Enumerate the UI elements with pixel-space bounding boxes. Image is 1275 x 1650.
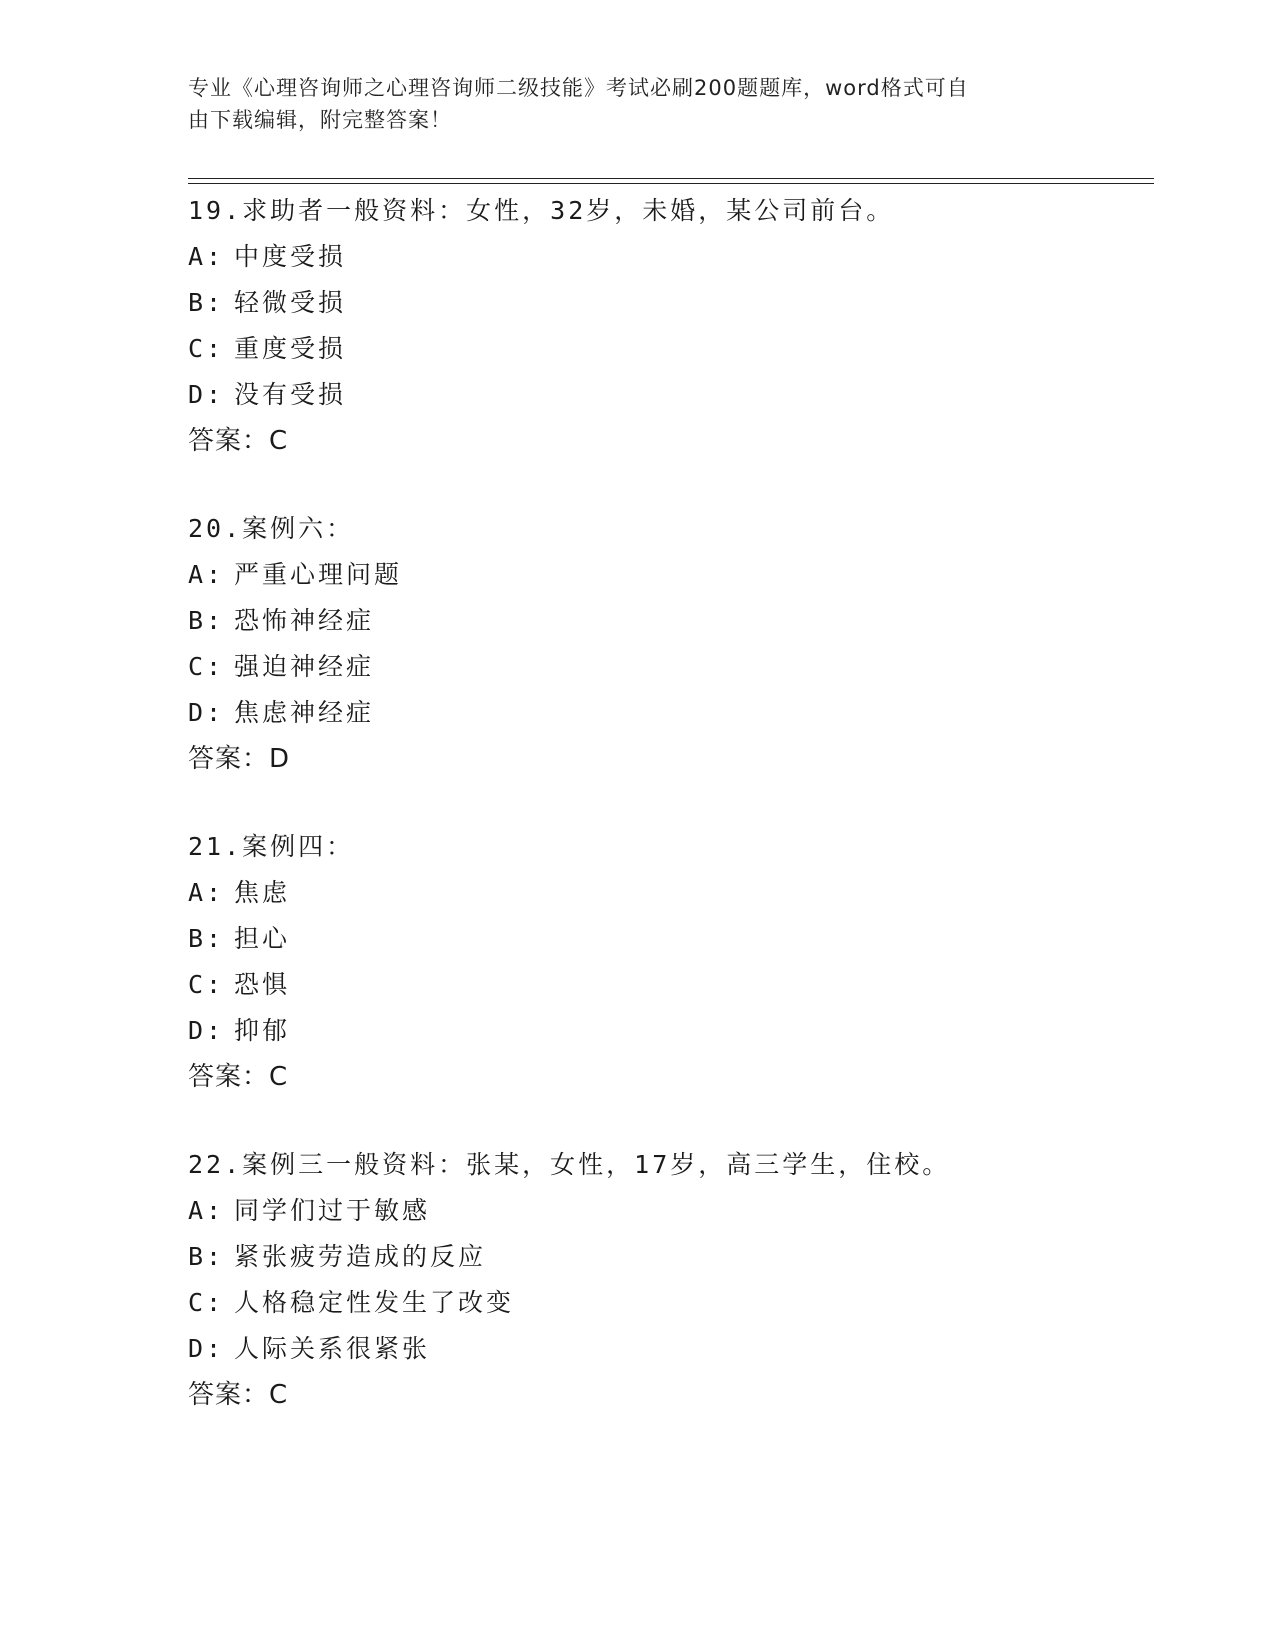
option-a (188, 1188, 1154, 1234)
question-list (188, 188, 1154, 1418)
option-text: 轻微受损 (234, 288, 347, 317)
option-letter: B: (188, 606, 225, 635)
question-stem: 21.案例四： (188, 832, 355, 861)
option-text: 强迫神经症 (234, 652, 375, 681)
option-d (188, 1326, 1154, 1372)
header-divider-bottom (188, 183, 1154, 184)
option-letter: D: (188, 380, 225, 409)
option-a (188, 552, 1154, 598)
option-text: 紧张疲劳造成的反应 (234, 1242, 487, 1271)
option-letter: D: (188, 1016, 225, 1045)
option-text: 恐惧 (234, 970, 291, 999)
option-b (188, 598, 1154, 644)
option-a (188, 234, 1154, 280)
option-a (188, 870, 1154, 916)
option-letter: A: (188, 1196, 225, 1225)
header-divider-top (188, 178, 1154, 179)
option-c (188, 644, 1154, 690)
option-text: 同学们过于敏感 (234, 1196, 431, 1225)
option-c (188, 326, 1154, 372)
option-letter: B: (188, 924, 225, 953)
option-b (188, 280, 1154, 326)
answer-line: 答案：C (188, 1380, 289, 1410)
answer-line: 答案：C (188, 1062, 289, 1092)
answer-line: 答案：D (188, 744, 291, 774)
option-c (188, 1280, 1154, 1326)
question-20 (188, 506, 1154, 782)
option-text: 恐怖神经症 (234, 606, 375, 635)
header-line-2: 由下载编辑，附完整答案！ (188, 108, 452, 132)
option-b (188, 916, 1154, 962)
option-d (188, 1008, 1154, 1054)
option-text: 没有受损 (234, 380, 347, 409)
option-d (188, 690, 1154, 736)
question-stem: 20.案例六： (188, 514, 355, 543)
answer-line: 答案：C (188, 426, 289, 456)
document-header (188, 72, 1068, 136)
question-21 (188, 824, 1154, 1100)
question-22 (188, 1142, 1154, 1418)
option-d (188, 372, 1154, 418)
option-text: 人格稳定性发生了改变 (234, 1288, 515, 1317)
option-text: 焦虑神经症 (234, 698, 375, 727)
option-b (188, 1234, 1154, 1280)
question-19 (188, 188, 1154, 464)
option-c (188, 962, 1154, 1008)
option-letter: C: (188, 970, 225, 999)
option-letter: D: (188, 1334, 225, 1363)
option-letter: A: (188, 242, 225, 271)
option-text: 抑郁 (234, 1016, 291, 1045)
option-text: 重度受损 (234, 334, 347, 363)
option-letter: A: (188, 878, 225, 907)
option-text: 中度受损 (234, 242, 347, 271)
header-line-1: 专业《心理咨询师之心理咨询师二级技能》考试必刷200题题库，word格式可自 (188, 76, 969, 100)
option-letter: B: (188, 288, 225, 317)
option-text: 担心 (234, 924, 291, 953)
option-text: 人际关系很紧张 (234, 1334, 431, 1363)
option-letter: D: (188, 698, 225, 727)
question-stem: 19.求助者一般资料：女性，32岁，未婚，某公司前台。 (188, 196, 895, 225)
option-text: 焦虑 (234, 878, 291, 907)
question-stem: 22.案例三一般资料：张某，女性，17岁，高三学生，住校。 (188, 1150, 951, 1179)
option-letter: C: (188, 652, 225, 681)
option-letter: B: (188, 1242, 225, 1271)
option-letter: C: (188, 334, 225, 363)
option-letter: C: (188, 1288, 225, 1317)
option-text: 严重心理问题 (234, 560, 403, 589)
option-letter: A: (188, 560, 225, 589)
